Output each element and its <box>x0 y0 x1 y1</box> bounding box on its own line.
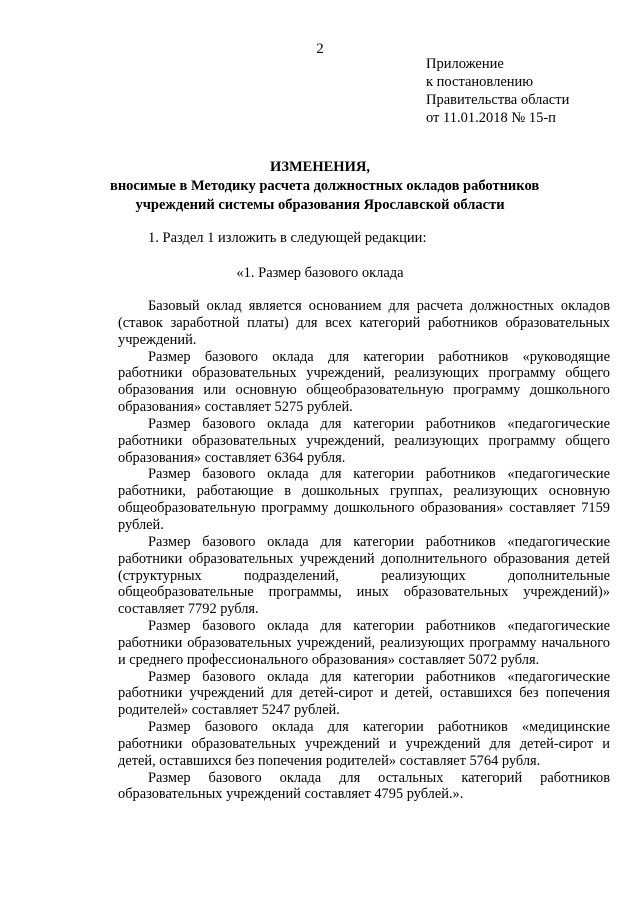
paragraph: Размер базового оклада для категории работников «педагогические работники образовательных учреждений, реализующих программу начального и среднего профессионального образования» составляет 5072 рубля. <box>118 618 610 668</box>
appendix-line: к постановлению <box>426 74 534 90</box>
appendix-line: Приложение <box>426 56 504 72</box>
paragraph: Размер базового оклада для категории работников «педагогические работники образовательных учреждений, реализующих программу общего образования» составляет 6364 рубля. <box>118 415 610 466</box>
page-number: 2 <box>316 41 324 57</box>
paragraph: Размер базового оклада для категории работников «педагогические работники учреждений для детей-сирот и детей, оставшихся без попечения родителей» составляет 5247 рублей. <box>118 668 610 719</box>
lead-paragraph: 1. Раздел 1 изложить в следующей редакции: <box>148 230 427 246</box>
appendix-line: Правительства области <box>426 92 570 108</box>
paragraph: Размер базового оклада для категории работников «педагогические работники, работающие в дошкольных группах, реализующих основную общеобразовательную программу дошкольного образования» составляет 7159 рублей. <box>118 466 610 533</box>
paragraph: Размер базового оклада для категории работников «педагогические работники образовательных учреждений дополнительного образования детей (структурных подразделений, реализующих дополнительные общеобразовательные программы, иных образовательных учреждений)» составляет 7792 рубля. <box>118 533 610 618</box>
title-line: учреждений системы образования Ярославской области <box>135 197 505 213</box>
paragraph: Размер базового оклада для остальных категорий работников образовательных учреждений составляет 4795 рублей.». <box>118 769 610 803</box>
section-heading: «1. Размер базового оклада <box>236 265 404 281</box>
appendix-date-line: от 11.01.2018 № 15-п <box>426 110 556 126</box>
title-line: вносимые в Методику расчета должностных окладов работников <box>110 178 540 194</box>
title-line: ИЗМЕНЕНИЯ, <box>270 159 370 175</box>
paragraph: Размер базового оклада для категории работников «руководящие работники образовательных учреждений, реализующих программу общего образования или основную общеобразовательную программу дошкольного образования» составляет 5275 рублей. <box>118 348 610 416</box>
body-text <box>118 298 610 803</box>
paragraph: Базовый оклад является основанием для расчета должностных окладов (ставок заработной платы) для всех категорий работников образовательных учреждений. <box>118 298 610 348</box>
appendix-block <box>426 55 569 127</box>
document-title <box>110 158 540 215</box>
paragraph: Размер базового оклада для категории работников «медицинские работники образовательных учреждений и учреждений для детей-сирот и детей, оставшихся без попечения родителей» составляет 5764 рубля. <box>118 719 610 769</box>
